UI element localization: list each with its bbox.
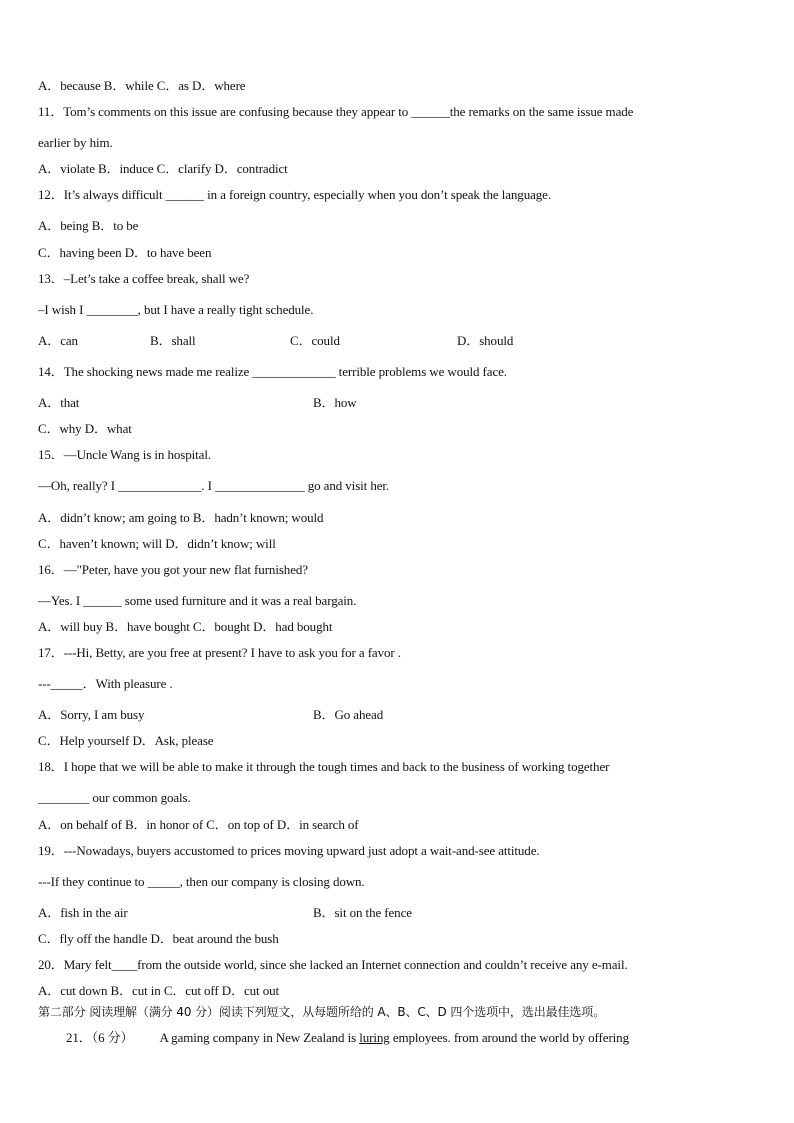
q14-stem: 14．The shocking news made me realize _____________ terrible problems we would face.	[38, 364, 507, 379]
q20-options: A．cut down B．cut in C．cut off D．cut out	[38, 983, 280, 998]
q10-options: A．because B．while C．as D．where	[38, 78, 246, 93]
q11-options: A．violate B．induce C．clarify D．contradict	[38, 161, 288, 176]
q13-option-d: D．should	[457, 333, 514, 348]
q21-text-pre: A gaming company in New Zealand is	[159, 1030, 360, 1045]
q17-options-cd: C．Help yourself D．Ask, please	[38, 733, 214, 748]
q16-reply: —Yes. I ______ some used furniture and it was a real bargain.	[38, 593, 357, 608]
q21-text-post: employees. from around the world by offering	[389, 1030, 629, 1045]
q17-option-b: B．Go ahead	[313, 707, 384, 722]
q21-number: 21．（6 分）	[66, 1030, 134, 1045]
q11-stem: 11．Tom’s comments on this issue are confusing because they appear to ______the remarks on the same issue made	[38, 104, 634, 119]
q12-options-cd: C．having been D．to have been	[38, 245, 212, 260]
q16-stem: 16．—"Peter, have you got your new flat furnished?	[38, 562, 308, 577]
q21-underlined-word: luring	[359, 1030, 390, 1045]
q17-option-a: A．Sorry, I am busy	[38, 707, 145, 722]
q18-options: A．on behalf of B．in honor of C．on top of D．in search of	[38, 817, 359, 832]
q13-reply: –I wish I ________, but I have a really tight schedule.	[38, 302, 314, 317]
q19-options-cd: C．fly off the handle D．beat around the bush	[38, 931, 279, 946]
q13-option-c: C．could	[290, 333, 340, 348]
q19-option-a: A．fish in the air	[38, 905, 128, 920]
q17-reply: ---_____．With pleasure .	[38, 676, 173, 691]
q15-stem: 15．—Uncle Wang is in hospital.	[38, 447, 212, 462]
q19-reply: ---If they continue to _____, then our company is closing down.	[38, 874, 365, 889]
q20-stem: 20．Mary felt____from the outside world, since she lacked an Internet connection and couldn’t receive any e-mail.	[38, 957, 628, 972]
q12-stem: 12．It’s always difficult ______ in a foreign country, especially when you don’t speak the language.	[38, 187, 551, 202]
q13-stem: 13．–Let’s take a coffee break, shall we?	[38, 271, 250, 286]
q16-options: A．will buy B．have bought C．bought D．had bought	[38, 619, 333, 634]
part2-heading: 第二部分 阅读理解（满分 40 分）阅读下列短文，从每题所给的 A、B、C、D 四个选项中，选出最佳选项。	[38, 1005, 606, 1019]
q18-stem-cont: ________ our common goals.	[38, 790, 191, 805]
q17-stem: 17．---Hi, Betty, are you free at present? I have to ask you for a favor .	[38, 645, 401, 660]
q14-option-a: A．that	[38, 395, 80, 410]
q19-stem: 19．---Nowadays, buyers accustomed to prices moving upward just adopt a wait-and-see attitude.	[38, 843, 540, 858]
q11-stem-cont: earlier by him.	[38, 135, 113, 150]
q18-stem: 18．I hope that we will be able to make it through the tough times and back to the business of working together	[38, 759, 610, 774]
q15-reply: —Oh, really? I _____________. I ______________ go and visit her.	[38, 478, 390, 493]
q13-option-a: A．can	[38, 333, 78, 348]
q15-options-cd: C．haven’t known; will D．didn’t know; will	[38, 536, 276, 551]
q13-option-b: B．shall	[150, 333, 196, 348]
q12-options-ab: A．being B．to be	[38, 218, 139, 233]
q19-option-b: B．sit on the fence	[313, 905, 412, 920]
q21-line	[66, 1030, 629, 1046]
q15-options-ab: A．didn’t know; am going to B．hadn’t known; would	[38, 510, 324, 525]
q14-options-cd: C．why D．what	[38, 421, 132, 436]
q14-option-b: B．how	[313, 395, 357, 410]
